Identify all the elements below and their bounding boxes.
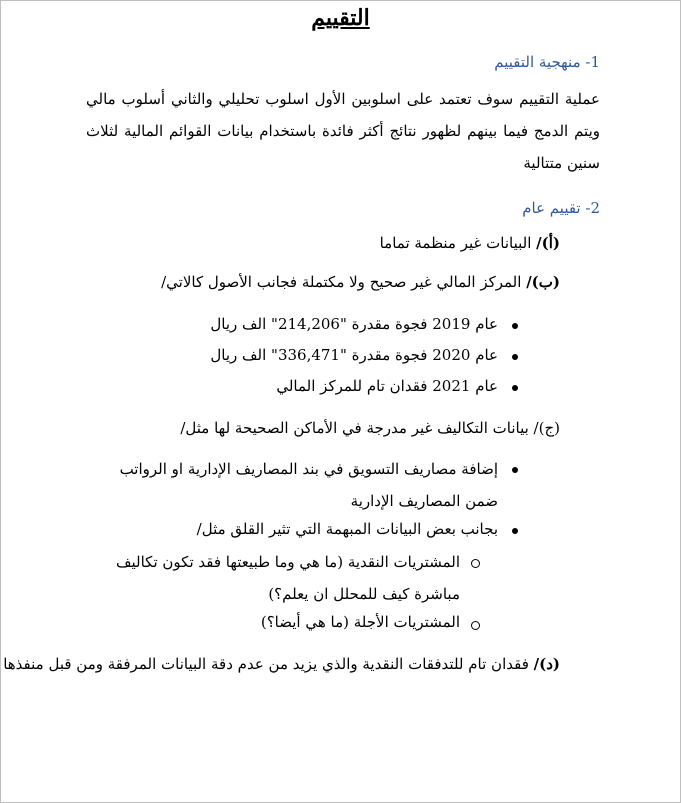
- item-d-text: فقدان تام للتدفقات النقدية والذي يزيد من عدم دقة البيانات المرفقة ومن قبل منفذها: [3, 655, 534, 673]
- section-2-heading: 2- تقييم عام: [522, 199, 600, 217]
- item-b-bullet-3: عام 2021 فقدان تام للمركز المالي: [276, 377, 498, 395]
- item-b: [161, 273, 560, 291]
- bullet-dot: [512, 467, 518, 473]
- item-c-text: بيانات التكاليف غير مدرجة في الأماكن الصحيحة لها مثل/: [180, 419, 534, 437]
- item-b-bullet-2: عام 2020 فجوة مقدرة "336,471" الف ريال: [210, 346, 498, 364]
- item-c-marker: (ج)/: [533, 419, 560, 437]
- bullet-dot: [512, 385, 518, 391]
- item-c: [180, 419, 560, 437]
- section-1-paragraph: عملية التقييم سوف تعتمد على اسلوبين الأول اسلوب تحليلي والثاني أسلوب مالي ويتم الدمج فيما بينهم لظهور نتائج أكثر فائدة باستخدام بيانات القوائم المالية لثلاث سنين متتالية: [86, 90, 600, 172]
- bullet-dot: [512, 354, 518, 360]
- item-a: [380, 234, 560, 252]
- page-title: التقييم: [311, 5, 370, 31]
- item-a-marker: (أ)/: [536, 234, 560, 252]
- item-b-marker: (ب)/: [526, 273, 560, 291]
- section-1-heading: 1- منهجية التقييم: [494, 53, 600, 71]
- bullet-dot: [512, 528, 518, 534]
- item-d-marker: (د)/: [533, 655, 560, 673]
- item-b-bullet-1: عام 2019 فجوة مقدرة "214,206" الف ريال: [210, 315, 498, 333]
- sub-bullet-circle: [471, 621, 480, 630]
- item-c-bullet-2: بجانب بعض البيانات المبهمة التي تثير القلق مثل/: [196, 520, 498, 538]
- item-b-text: المركز المالي غير صحيح ولا مكتملة فجانب الأصول كالاتي/: [161, 273, 527, 291]
- item-d: [3, 655, 560, 673]
- item-c-subitem-2: المشتريات الأجلة (ما هي أيضا؟): [260, 613, 460, 631]
- bullet-dot: [512, 323, 518, 329]
- item-a-text: البيانات غير منظمة تماما: [379, 234, 537, 252]
- item-c-subitem-1: المشتريات النقدية (ما هي وما طبيعتها فقد تكون تكاليف مباشرة كيف للمحلل ان يعلم؟): [115, 553, 460, 603]
- sub-bullet-circle: [471, 559, 480, 568]
- item-c-bullet-1: إضافة مصاريف التسويق في بند المصاريف الإدارية او الرواتب ضمن المصاريف الإدارية: [119, 460, 498, 510]
